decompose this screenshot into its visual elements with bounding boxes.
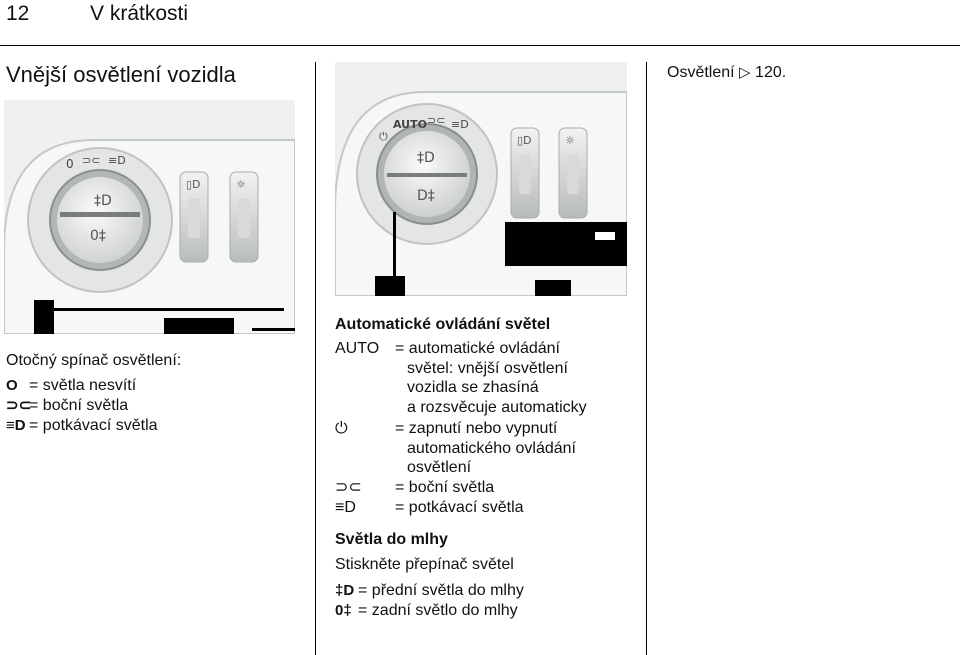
entry-low-beam: ≡D = potkávací světla	[335, 499, 524, 516]
power-icon: ⏻	[335, 420, 348, 437]
rear-fog-icon: 0‡	[335, 602, 352, 619]
caption-item-side-lights: ⊃⊂= boční světla	[6, 397, 129, 414]
chapter-title: V krátkosti	[90, 2, 189, 25]
svg-text:▯D: ▯D	[186, 178, 201, 191]
svg-text:‡D: ‡D	[94, 193, 112, 209]
light-switch-photo-left	[4, 100, 295, 334]
auto-symbol: AUTO	[335, 340, 380, 357]
fog-item-front: ‡D = přední světla do mlhy	[335, 582, 524, 599]
low-beam-icon: ≡D	[335, 499, 356, 516]
dial-label-side: ⊃⊂	[427, 114, 446, 127]
dial-label-low: ≡D	[108, 154, 126, 167]
ref-page: 120.	[755, 64, 787, 81]
side-lights-icon: ⊃⊂	[6, 397, 32, 414]
dial-label-off: 0	[66, 157, 74, 171]
page-ref-icon: ▷	[739, 64, 751, 81]
svg-text:☼: ☼	[565, 134, 575, 147]
cross-reference[interactable]	[667, 63, 786, 83]
entry-auto: AUTO = automatické ovládání světel: vnější osvětlení vozidla se zhasíná a rozsvěcuje automaticky	[335, 340, 587, 416]
column-divider-left	[315, 62, 316, 655]
page-number: 12	[6, 2, 30, 25]
side-lights-icon: ⊃⊂	[335, 479, 362, 496]
auto-heading: Automatické ovládání světel	[335, 316, 551, 333]
fog-heading: Světla do mlhy	[335, 531, 448, 548]
dial-label-low: ≡D	[451, 118, 469, 131]
switch-caption-title: Otočný spínač osvětlení:	[6, 352, 182, 369]
svg-text:D‡: D‡	[417, 188, 435, 204]
caption-item-low-beam: ≡D = potkávací světla	[6, 417, 158, 434]
light-switch-photo-auto	[335, 62, 627, 296]
dial-label-power: ⏻	[379, 130, 388, 143]
entry-power: ⏻ = zapnutí nebo vypnutí automatického ovládání osvětlení	[335, 420, 576, 476]
entry-side-lights: ⊃⊂ = boční světla	[335, 479, 495, 496]
svg-text:▯D: ▯D	[517, 134, 532, 147]
fog-intro: Stiskněte přepínač světel	[335, 556, 514, 573]
front-fog-icon: ‡D	[335, 582, 355, 599]
column-divider-right	[646, 62, 647, 655]
off-symbol-icon: O	[6, 377, 18, 394]
dial-label-side: ⊃⊂	[82, 154, 101, 167]
svg-text:‡D: ‡D	[417, 150, 435, 166]
header-rule	[0, 45, 960, 46]
dial-label-auto: AUTO	[393, 118, 427, 131]
fog-item-rear: 0‡ = zadní světlo do mlhy	[335, 602, 518, 619]
caption-item-off: O = světla nesvítí	[6, 377, 137, 394]
ref-text: Osvětlení	[667, 64, 735, 81]
low-beam-icon: ≡D	[6, 417, 26, 434]
svg-text:☼: ☼	[236, 178, 246, 191]
svg-text:0‡: 0‡	[90, 228, 106, 244]
section-title: Vnější osvětlení vozidla	[6, 62, 236, 87]
